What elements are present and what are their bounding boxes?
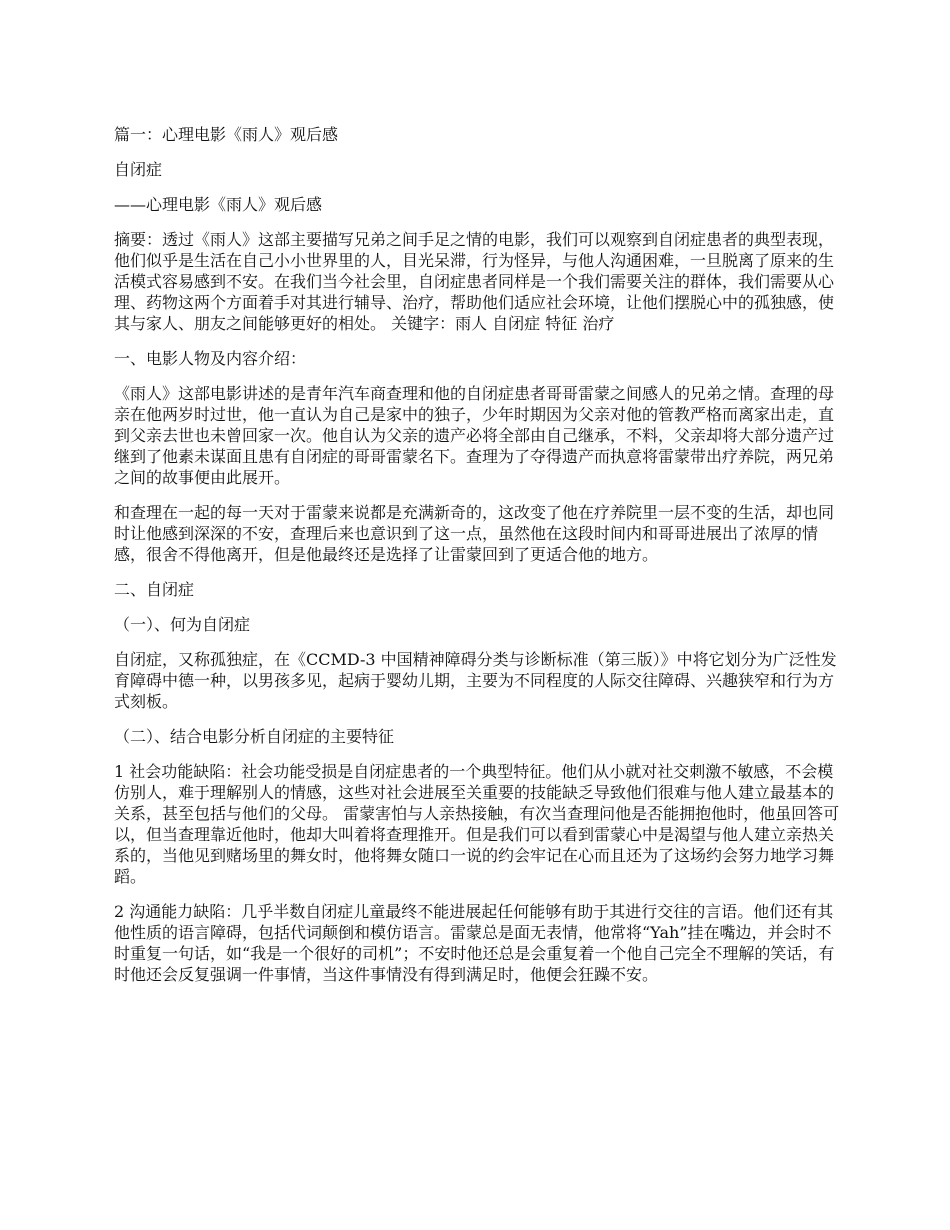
section2-subsection1-paragraph: 自闭症，又称孤独症，在《CCMD-3 中国精神障碍分类与诊断标准（第三版）》中将它划分为广泛性发育障碍中德一种，以男孩多见，起病于婴幼儿期，主要为不同程度的人际交往障碍、兴趣狭窄和行为方式刻板。	[114, 650, 837, 711]
document-subject: 自闭症	[114, 160, 163, 179]
document-subtitle: ——心理电影《雨人》观后感	[114, 195, 323, 214]
section1-paragraph-2: 和查理在一起的每一天对于雷蒙来说都是充满新奇的，这改变了他在疗养院里一层不变的生活，却也同时让他感到深深的不安，查理后来也意识到了这一点，虽然他在这段时间内和哥哥进展出了浓厚的情感，很舍不得他离开，但是他最终还是选择了让雷蒙回到了更适合他的地方。	[114, 503, 835, 564]
section2-subsection2-heading: （二）、结合电影分析自闭症的主要特征	[114, 727, 395, 746]
feature-point-1: 1 社会功能缺陷：社会功能受损是自闭症患者的一个典型特征。他们从小就对社交刺激不敏感，不会模仿别人，难于理解别人的情感，这些对社会进展至关重要的技能缺乏导致他们很难与他人建立最基本的关系，甚至包括与他们的父母。 雷蒙害怕与人亲热接触，有次当查理问他是否能拥抱他时，他虽回答可以，但当查理靠近他时，他却大叫着将查理推开。但是我们可以看到雷蒙心中是渴望与他人建立亲热关系的，当他见到赌场里的舞女时，他将舞女随口一说的约会牢记在心而且还为了这场约会努力地学习舞蹈。	[114, 762, 840, 886]
document-title: 篇一：心理电影《雨人》观后感	[114, 125, 339, 144]
section1-paragraph-1: 《雨人》这部电影讲述的是青年汽车商查理和他的自闭症患者哥哥雷蒙之间感人的兄弟之情。查理的母亲在他两岁时过世，他一直认为自己是家中的独子，少年时期因为父亲对他的管教严格而离家出走，直到父亲去世也未曾回家一次。他自认为父亲的遗产必将全部由自己继承，不料，父亲却将大部分遗产过继到了他素未谋面且患有自闭症的哥哥雷蒙名下。查理为了夺得遗产而执意将雷蒙带出疗养院，两兄弟之间的故事便由此展开。	[114, 384, 835, 487]
section2-subsection1-heading: （一）、何为自闭症	[114, 615, 251, 634]
section2-heading: 二、自闭症	[114, 580, 195, 599]
abstract-paragraph: 摘要：透过《雨人》这部主要描写兄弟之间手足之情的电影，我们可以观察到自闭症患者的典型表现，他们似乎是生活在自己小小世界里的人，目光呆滞，行为怪异，与他人沟通困难，一旦脱离了原来的生活模式容易感到不安。在我们当今社会里，自闭症患者同样是一个我们需要关注的群体，我们需要从心理、药物这两个方面着手对其进行辅导、治疗，帮助他们适应社会环境，让他们摆脱心中的孤独感，使其与家人、朋友之间能够更好的相处。 关键字：雨人 自闭症 特征 治疗	[114, 230, 835, 333]
section1-heading: 一、电影人物及内容介绍：	[114, 349, 307, 368]
feature-point-2: 2 沟通能力缺陷：几乎半数自闭症儿童最终不能进展起任何能够有助于其进行交往的言语。他们还有其他性质的语言障碍，包括代词颠倒和模仿语言。雷蒙总是面无表情，他常将“Yah”挂在嘴边，并会时不时重复一句话，如“我是一个很好的司机”；不安时他还总是会重复着一个他自己完全不理解的笑话，有时他还会反复强调一件事情，当这件事情没有得到满足时，他便会狂躁不安。	[114, 902, 835, 984]
document-body	[114, 124, 840, 999]
